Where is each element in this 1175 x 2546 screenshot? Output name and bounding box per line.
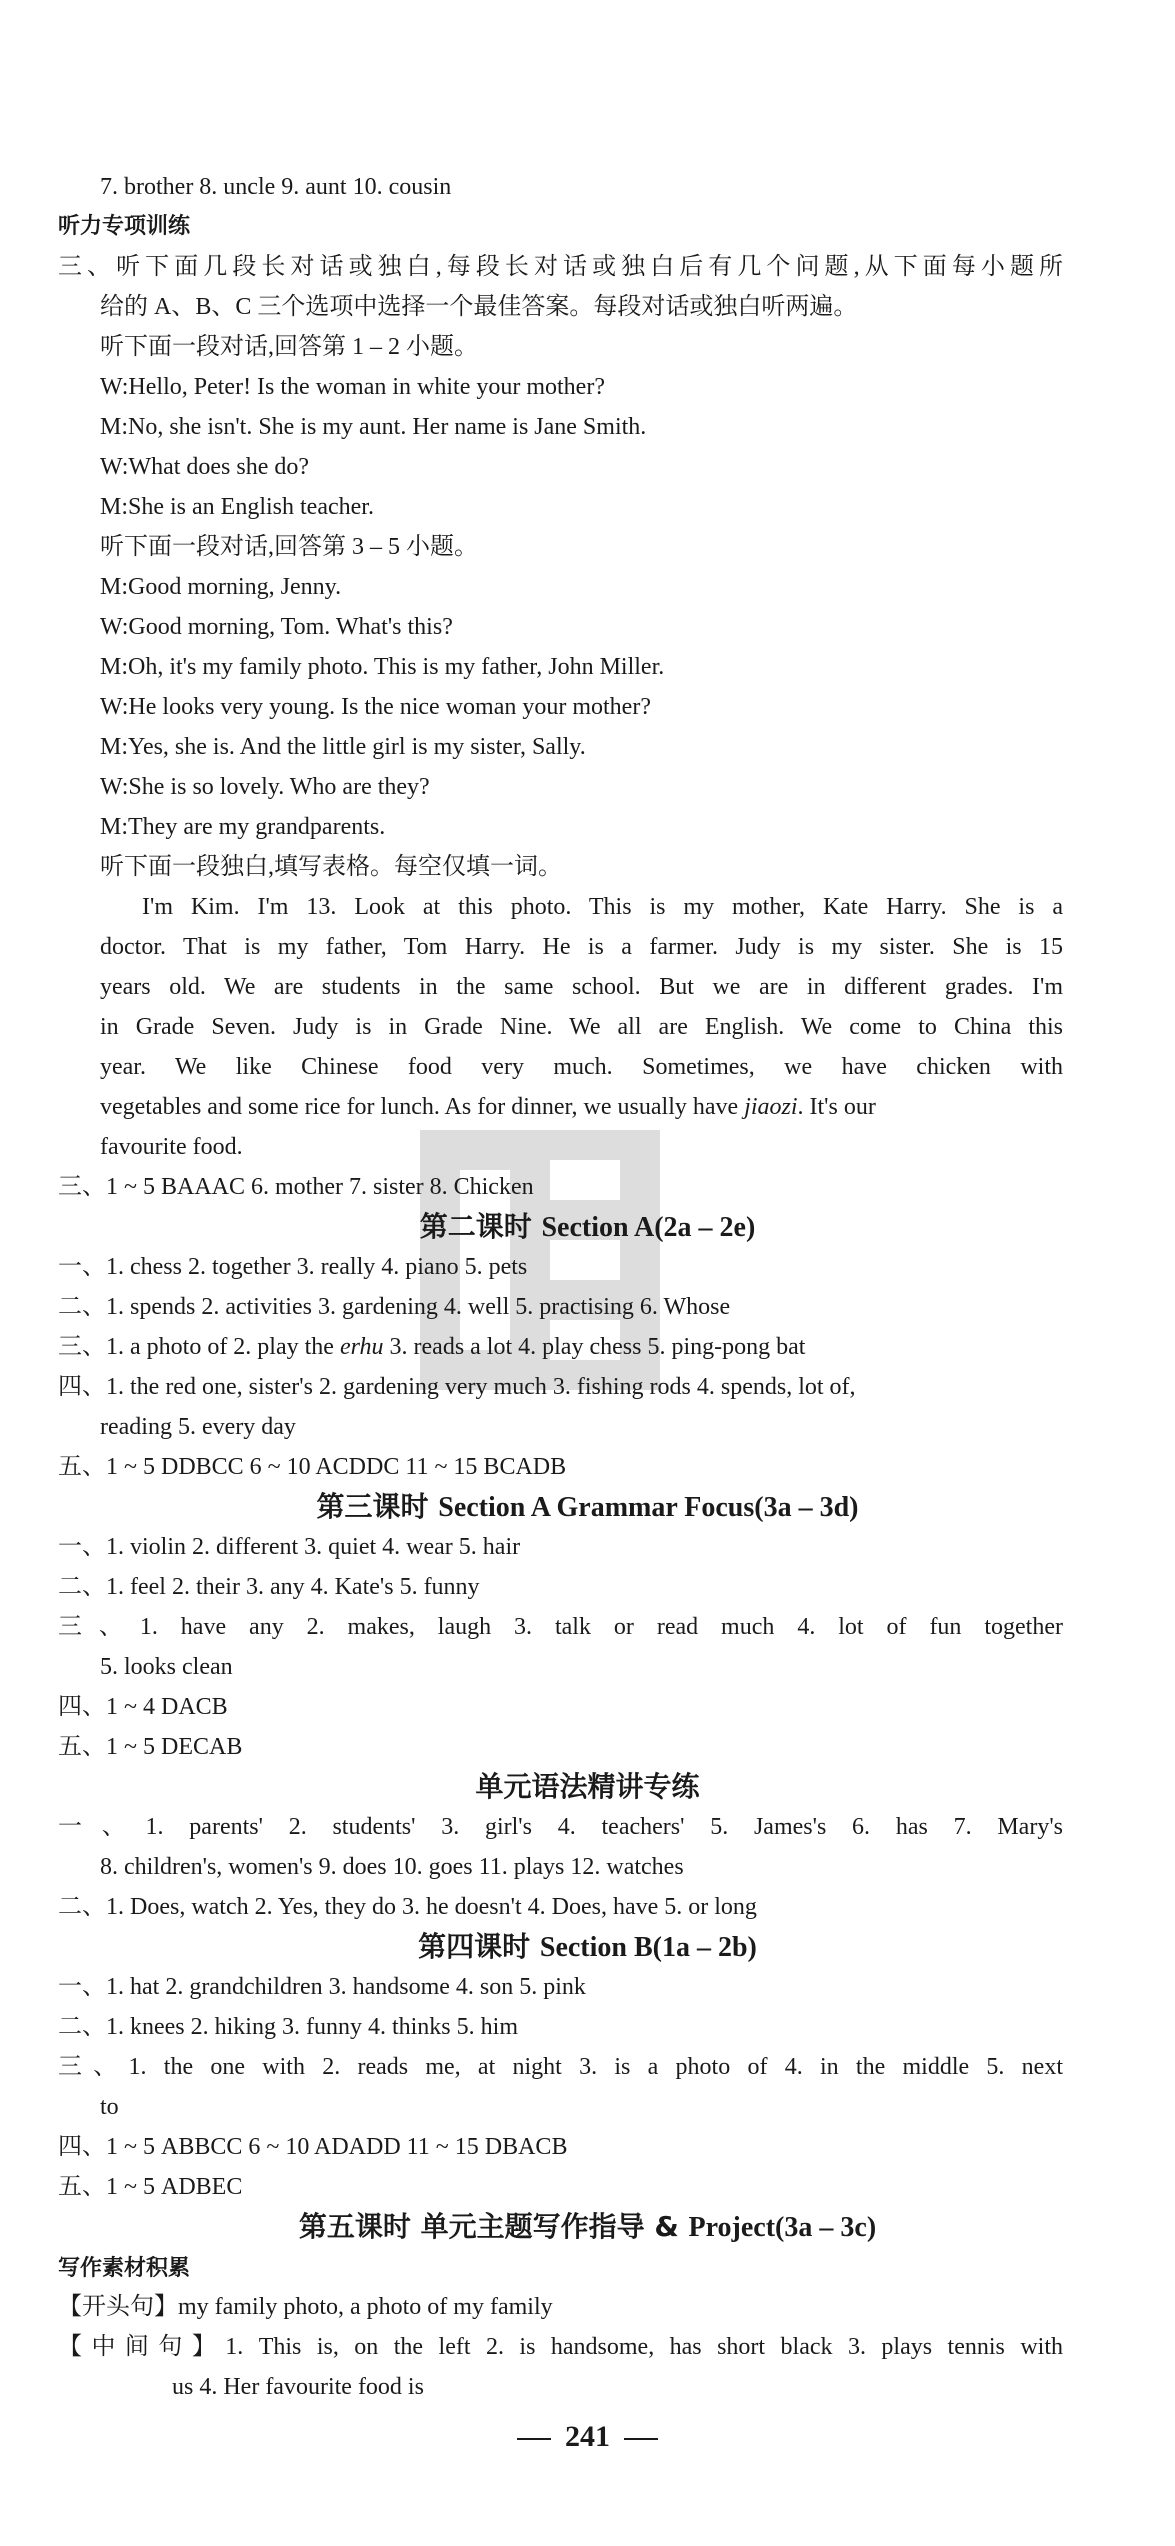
listening-instructions-cont: 给的 A、B、C 三个选项中选择一个最佳答案。每段对话或独白听两遍。	[100, 294, 858, 320]
answer-line: 三、1. a photo of 2. play the erhu 3. reads a lot 4. play chess 5. ping-pong bat	[58, 1334, 806, 1360]
dialogue-line: M:She is an English teacher.	[100, 494, 374, 520]
listening-answers: 三、1 ~ 5 BAAAC 6. mother 7. sister 8. Chicken	[58, 1174, 534, 1200]
answer-line: 8. children's, women's 9. does 10. goes 11. plays 12. watches	[100, 1854, 684, 1880]
answer-line: 【开头句】my family photo, a photo of my family	[58, 2294, 553, 2320]
dialogue-line: W:Good morning, Tom. What's this?	[100, 614, 453, 640]
answer-line: 【中间句】1. This is, on the left 2. is handsome, has short black 3. plays tennis with	[58, 2334, 1063, 2360]
answer-line: 五、1 ~ 5 DECAB	[58, 1734, 243, 1760]
lesson-5-heading: 第五课时 单元主题写作指导 & Project(3a – 3c)	[298, 2210, 877, 2243]
vocab-answers: 7. brother 8. uncle 9. aunt 10. cousin	[100, 174, 452, 200]
answer-line: 5. looks clean	[100, 1654, 233, 1680]
listening-instructions: 三、听下面几段长对话或独白,每段长对话或独白后有几个问题,从下面每小题所	[58, 254, 1063, 280]
answer-line: reading 5. every day	[100, 1414, 296, 1440]
dialogue-line: W:What does she do?	[100, 454, 310, 480]
answer-line: 四、1 ~ 4 DACB	[58, 1694, 228, 1720]
lesson-2-heading: 第二课时 Section A(2a – 2e)	[419, 1210, 756, 1243]
dialogue-line: W:She is so lovely. Who are they?	[100, 774, 430, 800]
writing-materials-heading: 写作素材积累	[58, 2256, 191, 2281]
monologue-text: years old. We are students in the same school. But we are in different grades. I'm	[100, 974, 1063, 1000]
answer-line: 一、1. chess 2. together 3. really 4. piano 5. pets	[58, 1254, 528, 1280]
answer-line: 二、1. feel 2. their 3. any 4. Kate's 5. funny	[58, 1574, 480, 1600]
footer-dash-right	[624, 2438, 658, 2440]
footer-dash-left	[517, 2438, 551, 2440]
answer-line: 五、1 ~ 5 ADBEC	[58, 2174, 243, 2200]
answer-line: 一、1. violin 2. different 3. quiet 4. wear 5. hair	[58, 1534, 521, 1560]
answer-line: 二、1. knees 2. hiking 3. funny 4. thinks 5. him	[58, 2014, 518, 2040]
answer-line: 五、1 ~ 5 DDBCC 6 ~ 10 ACDDC 11 ~ 15 BCADB	[58, 1454, 567, 1480]
answer-line: us 4. Her favourite food is	[172, 2374, 424, 2400]
dialogue-1-heading: 听下面一段对话,回答第 1 – 2 小题。	[100, 334, 478, 360]
dialogue-line: M:Oh, it's my family photo. This is my father, John Miller.	[100, 654, 665, 680]
monologue-text: in Grade Seven. Judy is in Grade Nine. We all are English. We come to China this	[100, 1014, 1063, 1040]
page-number: 241	[0, 2420, 1175, 2454]
dialogue-line: W:Hello, Peter! Is the woman in white your mother?	[100, 374, 605, 400]
answer-line: to	[100, 2094, 119, 2120]
dialogue-line: M:No, she isn't. She is my aunt. Her name is Jane Smith.	[100, 414, 647, 440]
monologue-heading: 听下面一段独白,填写表格。每空仅填一词。	[100, 854, 562, 880]
monologue-text: vegetables and some rice for lunch. As for dinner, we usually have jiaozi. It's our	[100, 1094, 876, 1120]
monologue-text: year. We like Chinese food very much. Sometimes, we have chicken with	[100, 1054, 1063, 1080]
answer-line: 一、1. hat 2. grandchildren 3. handsome 4. son 5. pink	[58, 1974, 586, 2000]
monologue-text: favourite food.	[100, 1134, 243, 1160]
section-heading-listening: 听力专项训练	[58, 214, 191, 239]
lesson-4-heading: 第四课时 Section B(1a – 2b)	[418, 1930, 757, 1963]
dialogue-line: M:Good morning, Jenny.	[100, 574, 342, 600]
dialogue-2-heading: 听下面一段对话,回答第 3 – 5 小题。	[100, 534, 478, 560]
answer-line: 一、1. parents' 2. students' 3. girl's 4. teachers' 5. James's 6. has 7. Mary's	[58, 1814, 1063, 1840]
dialogue-line: M:Yes, she is. And the little girl is my sister, Sally.	[100, 734, 586, 760]
monologue-text: I'm Kim. I'm 13. Look at this photo. This is my mother, Kate Harry. She is a	[142, 894, 1063, 920]
lesson-3-heading: 第三课时 Section A Grammar Focus(3a – 3d)	[316, 1490, 859, 1523]
answer-line: 二、1. spends 2. activities 3. gardening 4. well 5. practising 6. Whose	[58, 1294, 731, 1320]
grammar-practice-heading: 单元语法精讲专练	[475, 1770, 700, 1803]
answer-line: 四、1. the red one, sister's 2. gardening very much 3. fishing rods 4. spends, lot of,	[58, 1374, 856, 1400]
monologue-text: doctor. That is my father, Tom Harry. He is a farmer. Judy is my sister. She is 15	[100, 934, 1063, 960]
answer-line: 三、1. have any 2. makes, laugh 3. talk or read much 4. lot of fun together	[58, 1614, 1063, 1640]
answer-line: 二、1. Does, watch 2. Yes, they do 3. he doesn't 4. Does, have 5. or long	[58, 1894, 757, 1920]
dialogue-line: M:They are my grandparents.	[100, 814, 386, 840]
answer-line: 三、1. the one with 2. reads me, at night 3. is a photo of 4. in the middle 5. next	[58, 2054, 1063, 2080]
dialogue-line: W:He looks very young. Is the nice woman your mother?	[100, 694, 651, 720]
answer-line: 四、1 ~ 5 ABBCC 6 ~ 10 ADADD 11 ~ 15 DBACB	[58, 2134, 568, 2160]
